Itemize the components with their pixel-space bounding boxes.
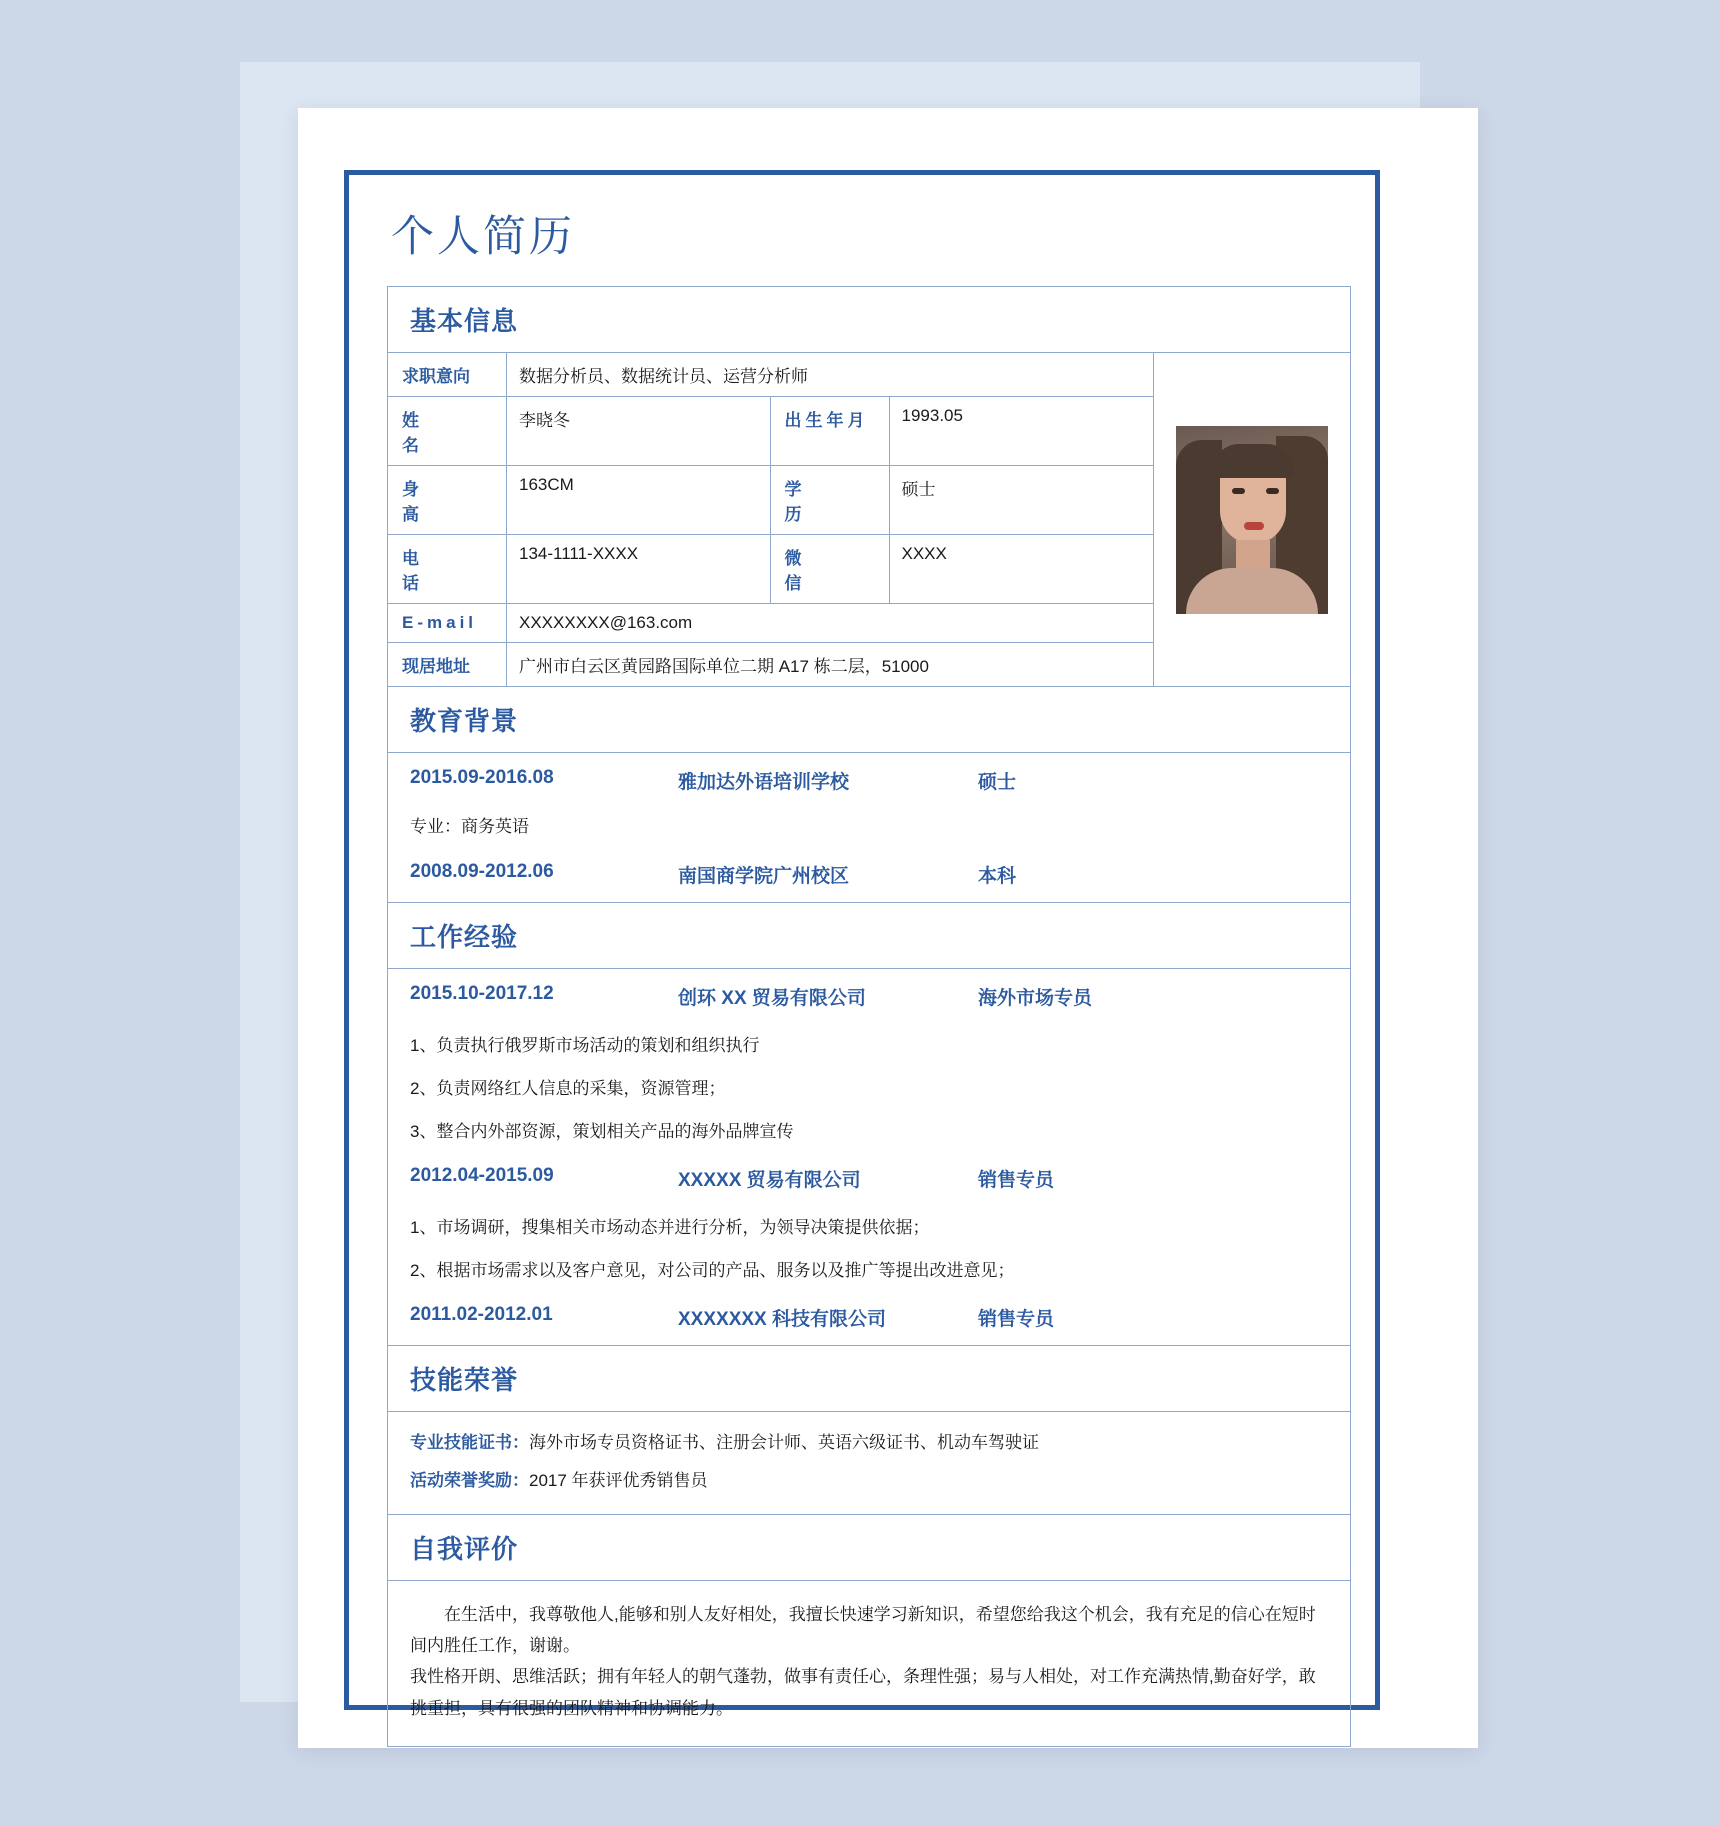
value-education: 硕士: [889, 466, 1154, 534]
resume-page: [298, 108, 1478, 1748]
photo-cell: [1153, 353, 1350, 686]
value-email: XXXXXXXX@163.com: [506, 604, 1153, 642]
work-bullet: 2、根据市场需求以及客户意见，对公司的产品、服务以及推广等提出改进意见；: [410, 1261, 1015, 1280]
work-bullet: 1、负责执行俄罗斯市场活动的策划和组织执行: [410, 1036, 760, 1055]
value-address: 广州市白云区黄园路国际单位二期 A17 栋二层，51000: [506, 643, 1153, 686]
section-heading-basic-info: 基本信息: [388, 287, 1350, 353]
label-height: 身 高: [402, 480, 483, 524]
section-skills: [387, 1345, 1351, 1514]
label-objective: 求职意向: [402, 367, 470, 386]
education-entry: [388, 847, 1350, 902]
section-self-evaluation: [387, 1514, 1351, 1748]
info-row-email: [388, 604, 1153, 643]
work-entry: [388, 1290, 1350, 1345]
education-date: 2008.09-2012.06: [410, 861, 554, 882]
work-org: XXXXX 贸易有限公司: [678, 1170, 861, 1191]
section-heading-work: 工作经验: [388, 903, 1350, 969]
self-evaluation-paragraph-1: 在生活中，我尊敬他人,能够和别人友好相处，我擅长快速学习新知识，希望您给我这个机会，我有充足的信心在短时间内胜任工作，谢谢。: [410, 1604, 1316, 1655]
work-bullet: 3、整合内外部资源，策划相关产品的海外品牌宣传: [410, 1122, 794, 1141]
work-date: 2011.02-2012.01: [410, 1304, 553, 1325]
basic-info-table: [388, 353, 1153, 686]
info-row-objective: [388, 353, 1153, 397]
education-major: 专业：商务英语: [410, 817, 529, 836]
avatar: [1176, 426, 1328, 614]
section-heading-skills: 技能荣誉: [388, 1346, 1350, 1412]
work-role: 海外市场专员: [978, 988, 1093, 1009]
value-phone: 134-1111-XXXX: [506, 535, 771, 603]
label-name: 姓 名: [402, 411, 483, 455]
value-objective: 数据分析员、数据统计员、运营分析师: [506, 353, 1153, 396]
skill-certificates: [388, 1412, 1350, 1462]
section-education: [387, 686, 1351, 902]
value-birth: 1993.05: [889, 397, 1154, 465]
education-degree: 硕士: [978, 772, 1017, 793]
education-org: 南国商学院广州校区: [678, 866, 850, 887]
label-address: 现居地址: [402, 657, 470, 676]
label-email: E-mail: [402, 613, 478, 632]
label-education: 学 历: [784, 480, 866, 524]
section-basic-info: [387, 286, 1351, 686]
info-row-phone-wechat: [388, 535, 1153, 604]
education-date: 2015.09-2016.08: [410, 767, 554, 788]
label-birth: 出生年月: [784, 411, 869, 430]
info-row-height-education: [388, 466, 1153, 535]
work-bullet: 1、市场调研，搜集相关市场动态并进行分析，为领导决策提供依据；: [410, 1218, 930, 1237]
skill-certificates-label: 专业技能证书：: [410, 1433, 529, 1452]
education-entry: [388, 753, 1350, 806]
skill-honors-label: 活动荣誉奖励：: [410, 1470, 529, 1490]
section-heading-education: 教育背景: [388, 687, 1350, 753]
value-name: 李晓冬: [506, 397, 771, 465]
resume-content: [387, 203, 1351, 1747]
self-evaluation-text: [388, 1581, 1350, 1747]
skill-honors-value: 2017 年获评优秀销售员: [529, 1470, 708, 1490]
work-date: 2012.04-2015.09: [410, 1165, 554, 1186]
work-org: 创环 XX 贸易有限公司: [678, 988, 866, 1009]
work-role: 销售专员: [978, 1309, 1055, 1330]
work-role: 销售专员: [978, 1170, 1055, 1191]
section-work: [387, 902, 1351, 1345]
resume-frame: [344, 170, 1380, 1718]
work-entry: [388, 969, 1350, 1022]
skill-honors: [388, 1462, 1350, 1514]
label-wechat: 微 信: [784, 549, 866, 593]
label-phone: 电 话: [402, 549, 483, 593]
education-org: 雅加达外语培训学校: [678, 772, 850, 793]
info-row-address: [388, 643, 1153, 686]
info-row-name-birth: [388, 397, 1153, 466]
page-title: 个人简历: [391, 212, 575, 262]
work-date: 2015.10-2017.12: [410, 983, 554, 1004]
self-evaluation-paragraph-2: 我性格开朗、思维活跃；拥有年轻人的朝气蓬勃，做事有责任心，条理性强；易与人相处，对工作充满热情,勤奋好学，敢挑重担，具有很强的团队精神和协调能力。: [410, 1667, 1316, 1718]
work-bullet: 2、负责网络红人信息的采集，资源管理；: [410, 1079, 726, 1098]
skill-certificates-value: 海外市场专员资格证书、注册会计师、英语六级证书、机动车驾驶证: [529, 1433, 1039, 1452]
work-entry: [388, 1151, 1350, 1204]
value-wechat: XXXX: [889, 535, 1154, 603]
work-org: XXXXXXX 科技有限公司: [678, 1309, 886, 1330]
value-height: 163CM: [506, 466, 771, 534]
education-degree: 本科: [978, 866, 1017, 887]
section-heading-self-evaluation: 自我评价: [388, 1515, 1350, 1581]
